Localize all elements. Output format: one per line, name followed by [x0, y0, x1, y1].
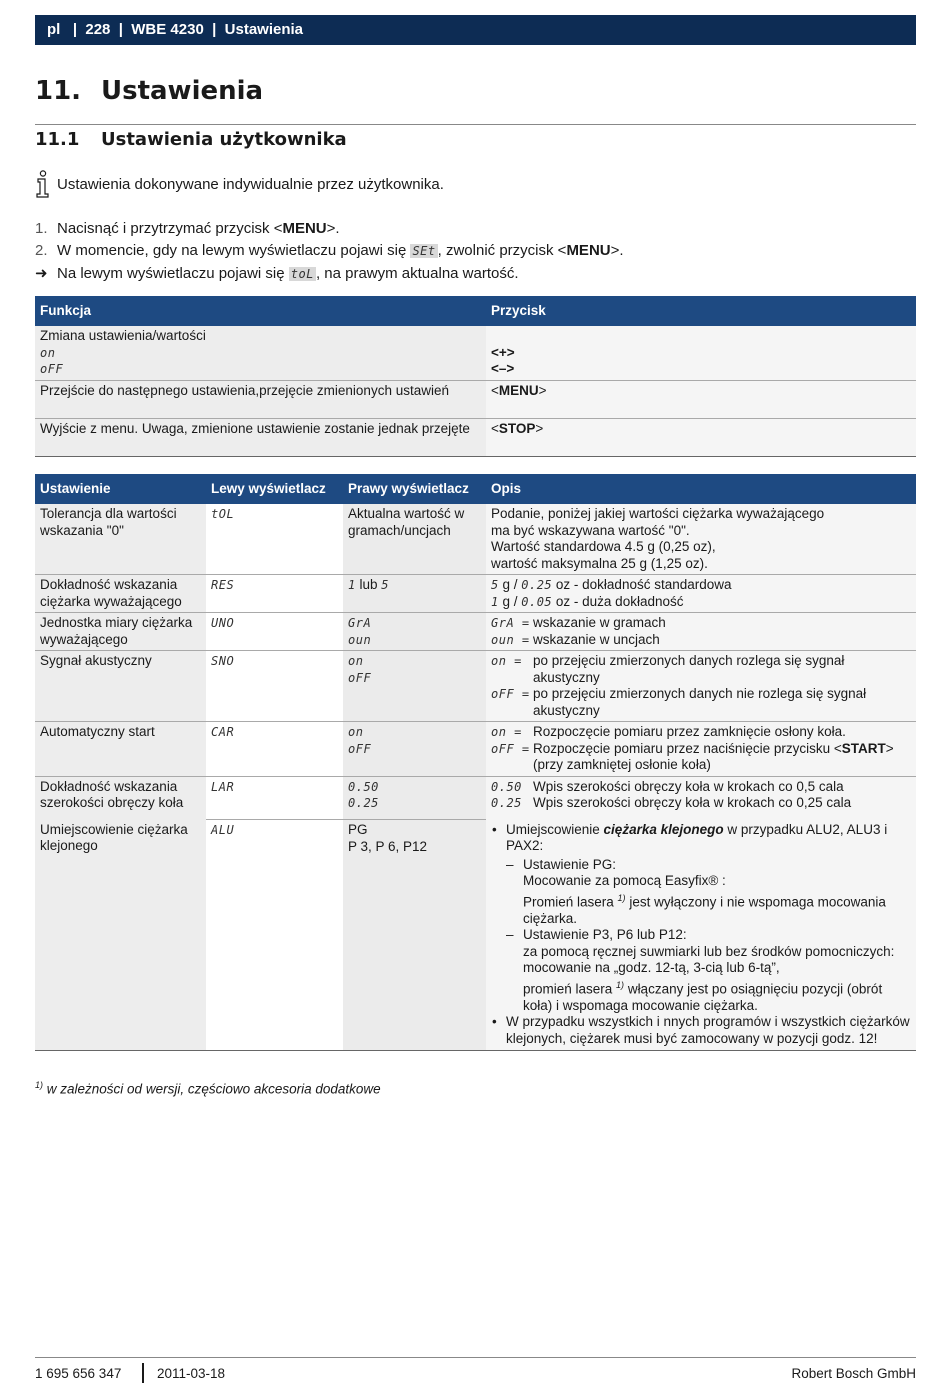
- desc-line: [491, 577, 911, 594]
- bullet-list: [491, 822, 911, 1048]
- col-header-function: Funkcja: [35, 296, 486, 326]
- footnote-text: w zależności od wersji, częściowo akcesoria dodatkowe: [43, 1081, 381, 1097]
- button-cell: [486, 380, 916, 418]
- info-text: Ustawienia dokonywane indywidualnie przez użytkownika.: [57, 176, 444, 193]
- desc-value: po przejęciu zmierzonych danych rozlega się sygnał akustyczny: [533, 653, 845, 685]
- lcd-tol: tOL: [211, 507, 235, 521]
- setting-name: Tolerancja dla wartości wskazania "0": [35, 504, 206, 575]
- program-pg: PG: [348, 822, 368, 837]
- dash-list: [506, 857, 911, 1015]
- desc-key: oFF =: [491, 741, 530, 756]
- desc-line: [523, 977, 911, 1015]
- desc-text: oz - dokładność standardowa: [552, 577, 732, 592]
- lcd-on: on: [348, 725, 364, 739]
- lcd-alu: ALU: [211, 823, 235, 837]
- list-item: [506, 927, 911, 1014]
- description: [486, 575, 916, 613]
- bracket: >: [535, 420, 544, 436]
- table-row: [35, 575, 916, 613]
- setting-name: Jednostka miary ciężarka wyważającego: [35, 613, 206, 651]
- company-name: Robert Bosch GmbH: [791, 1366, 916, 1381]
- desc-value: po przejęciu zmierzonych danych nie rozlega się sygnał akustyczny: [533, 686, 867, 718]
- desc-line: [491, 632, 911, 649]
- lcd-lar: LAR: [211, 779, 235, 794]
- desc-text: > (przy zamkniętej osłonie koła): [533, 740, 894, 772]
- function-cell: Wyjście z menu. Uwaga, zmienione ustawienie zostanie jednak przejęte: [35, 418, 486, 456]
- desc-text: oz - duża dokładność: [552, 593, 684, 609]
- step-text: Nacisnąć i przytrzymać przycisk <: [57, 220, 283, 237]
- lcd-on: on: [348, 654, 364, 668]
- desc-key: oun =: [491, 632, 530, 647]
- description: [486, 613, 916, 651]
- left-display: [206, 776, 343, 820]
- left-display: [206, 613, 343, 651]
- function-cell: [35, 326, 486, 380]
- step-result: [35, 264, 519, 282]
- lcd-uno: UNO: [211, 616, 235, 630]
- table-row: [35, 776, 916, 820]
- minus-key: <–>: [491, 361, 515, 376]
- setting-name: Automatyczny start: [35, 722, 206, 777]
- unit: g /: [498, 577, 522, 592]
- desc-line: Mocowanie za pomocą Easyfix® :: [523, 873, 726, 888]
- step-number: 1.: [35, 220, 48, 237]
- desc-value: Rozpoczęcie pomiaru przez zamknięcie osłony koła.: [533, 724, 846, 739]
- desc-line: [491, 724, 911, 741]
- desc-key: 0.50: [491, 779, 522, 794]
- desc-line: – Ustawienie PG:: [523, 856, 617, 872]
- description: [486, 820, 916, 1051]
- desc-line: wartość maksymalna 25 g (1,25 oz).: [491, 555, 708, 571]
- chapter-title-text: Ustawienia: [101, 76, 264, 106]
- section-number: 11.1: [35, 129, 80, 150]
- desc-line: [523, 890, 911, 928]
- lcd-gra: GrA: [348, 616, 372, 630]
- right-display: [343, 776, 486, 820]
- footnote: [35, 1080, 381, 1097]
- step-text: >.: [610, 242, 624, 259]
- arrow-right-icon: ➜: [35, 265, 48, 282]
- step-1: [35, 220, 340, 237]
- desc-line: Wartość standardowa 4.5 g (0,25 oz),: [491, 539, 716, 554]
- left-display: [206, 722, 343, 777]
- desc-line: Podanie, poniżej jakiej wartości ciężarka wyważającego: [491, 506, 825, 521]
- chapter-title: [35, 76, 263, 106]
- desc-text: Umiejscowienie: [506, 821, 604, 837]
- table-row: [35, 418, 916, 456]
- col-header-description: Opis: [486, 474, 916, 504]
- desc-line: [491, 653, 911, 686]
- setting-name: Dokładność wskazania szerokości obręczy koła: [35, 776, 206, 820]
- desc-key: 0.25: [491, 796, 522, 810]
- lcd-value: 0.05: [521, 594, 553, 609]
- desc-key: on =: [491, 725, 522, 739]
- document-number: 1 695 656 347: [35, 1366, 122, 1381]
- description: [486, 504, 916, 575]
- bracket: <: [491, 420, 499, 436]
- desc-text: jest wyłączony i nie wspomaga mocowania ciężarka.: [523, 894, 886, 926]
- info-icon: [35, 170, 51, 198]
- setting-name: Umiejscowienie ciężarka klejonego: [35, 820, 206, 1051]
- chapter-number: 11.: [35, 76, 82, 106]
- table-row: [35, 613, 916, 651]
- table-row: [35, 820, 916, 1051]
- lcd-off: oFF: [40, 362, 64, 376]
- footnote-marker: 1): [35, 1080, 44, 1090]
- desc-line: [491, 779, 911, 796]
- left-display: [206, 575, 343, 613]
- left-display: [206, 504, 343, 575]
- title-rule: [35, 124, 916, 125]
- list-item: • W przypadku wszystkich i nnych programów i wszystkich ciężarków klejonych, ciężarek musi być zamocowany w pozycji godz. 12!: [491, 1014, 911, 1047]
- table-row: [35, 504, 916, 575]
- step-text: , na prawym aktualna wartość.: [315, 265, 519, 282]
- desc-text: w przypadku ALU2, ALU3 i PAX2:: [506, 821, 888, 853]
- function-text: Zmiana ustawienia/wartości: [40, 328, 206, 343]
- section-title: [35, 129, 347, 150]
- list-item: [506, 857, 911, 928]
- description: [486, 776, 916, 820]
- button-cell: [486, 326, 916, 380]
- lcd-5: 5: [381, 578, 389, 592]
- table-row: [35, 380, 916, 418]
- section-title-text: Ustawienia użytkownika: [101, 129, 347, 150]
- button-cell: [486, 418, 916, 456]
- lcd-oun: oun: [348, 632, 372, 647]
- left-display: [206, 651, 343, 722]
- lcd-tol: toL: [290, 267, 314, 281]
- program-p: P 3, P 6, P12: [348, 838, 428, 854]
- lcd-1: 1: [348, 578, 356, 592]
- setting-name: Dokładność wskazania ciężarka wyważającego: [35, 575, 206, 613]
- desc-line: za pomocą ręcznej suwmiarki lub bez środków pomocniczych:: [523, 943, 895, 959]
- description: [486, 651, 916, 722]
- lcd-on: on: [40, 345, 56, 360]
- col-header-right-display: Prawy wyświetlacz: [343, 474, 486, 504]
- col-header-left-display: Lewy wyświetlacz: [206, 474, 343, 504]
- desc-line: [491, 594, 911, 611]
- lcd-set: SEt: [412, 244, 436, 258]
- desc-value: Wpis szerokości obręczy koła w krokach co 0,25 cala: [533, 795, 852, 810]
- desc-key: GrA =: [491, 616, 530, 630]
- function-table: [35, 296, 916, 457]
- right-display: Aktualna wartość w gramach/uncjach: [343, 504, 486, 575]
- footer-rule: [35, 1357, 916, 1358]
- document-date: 2011-03-18: [157, 1366, 226, 1381]
- table-row: [35, 722, 916, 777]
- desc-line: – Ustawienie P3, P6 lub P12:: [523, 927, 687, 942]
- menu-key: MENU: [566, 242, 611, 259]
- page-header: pl | 228 | WBE 4230 | Ustawienia: [35, 15, 916, 45]
- desc-line: [491, 686, 911, 719]
- desc-line: ma być wskazywana wartość "0".: [491, 522, 690, 538]
- col-header-button: Przycisk: [486, 296, 916, 326]
- footer-separator: [142, 1363, 144, 1383]
- desc-value: wskazanie w uncjach: [533, 631, 660, 647]
- desc-line: [491, 615, 911, 632]
- step-number: 2.: [35, 242, 48, 259]
- desc-key: oFF =: [491, 687, 530, 701]
- desc-text: włączany jest po osiągnięciu pozycji (obrót koła) i wspomaga mocowanie ciężarka.: [523, 981, 883, 1013]
- footnote-ref: 1): [617, 892, 626, 903]
- col-header-setting: Ustawienie: [35, 474, 206, 504]
- table-row: [35, 326, 916, 380]
- step-text: Na lewym wyświetlaczu pojawi się: [57, 265, 289, 282]
- function-cell: Przejście do następnego ustawienia,przejęcie zmienionych ustawień: [35, 380, 486, 418]
- emphasis: ciężarka klejonego: [603, 821, 724, 837]
- step-2: [35, 242, 624, 259]
- desc-line: [491, 741, 911, 774]
- lcd-value: 0.25: [348, 796, 379, 810]
- step-text: >.: [326, 220, 340, 237]
- lcd-off: oFF: [348, 741, 372, 756]
- lcd-1: 1: [491, 594, 499, 609]
- unit: g /: [498, 593, 522, 609]
- table-row: [35, 651, 916, 722]
- setting-name: Sygnał akustyczny: [35, 651, 206, 722]
- bracket: >: [538, 382, 547, 398]
- description: [486, 722, 916, 777]
- desc-key: on =: [491, 654, 522, 668]
- menu-key: MENU: [282, 220, 327, 237]
- right-display: [343, 722, 486, 777]
- right-display: [343, 820, 486, 1051]
- menu-key: MENU: [498, 382, 539, 398]
- footnote-ref: 1): [616, 979, 625, 990]
- desc-text: Rozpoczęcie pomiaru przez naciśnięcie przycisku <: [533, 740, 842, 756]
- stop-key: STOP: [498, 420, 536, 436]
- settings-table: [35, 474, 916, 1051]
- right-display: [343, 613, 486, 651]
- right-display: [343, 651, 486, 722]
- desc-text: Promień lasera: [523, 894, 618, 909]
- desc-value: wskazanie w gramach: [533, 615, 666, 630]
- right-display: [343, 575, 486, 613]
- lcd-off: oFF: [348, 670, 372, 685]
- lcd-value: 0.50: [348, 779, 379, 794]
- bracket: <: [491, 382, 499, 398]
- lcd-value: 0.25: [521, 578, 553, 592]
- desc-value: [533, 741, 911, 774]
- lcd-res: RES: [211, 578, 235, 592]
- step-text: W momencie, gdy na lewym wyświetlaczu pojawi się: [57, 242, 411, 259]
- lcd-car: CAR: [211, 725, 235, 739]
- step-text: , zwolnić przycisk <: [437, 242, 567, 259]
- desc-text: promień lasera: [523, 981, 617, 996]
- left-display: [206, 820, 343, 1051]
- start-key: START: [841, 740, 886, 756]
- desc-line: [491, 795, 911, 812]
- or-text: lub: [355, 577, 382, 592]
- lcd-5: 5: [491, 578, 499, 592]
- desc-value: Wpis szerokości obręczy koła w krokach co 0,5 cala: [533, 778, 844, 794]
- list-item: [491, 822, 911, 1015]
- desc-line: mocowanie na „godz. 12-tą, 3-cią lub 6-tą”,: [523, 960, 780, 975]
- lcd-sno: SNO: [211, 654, 235, 668]
- plus-key: <+>: [491, 344, 515, 360]
